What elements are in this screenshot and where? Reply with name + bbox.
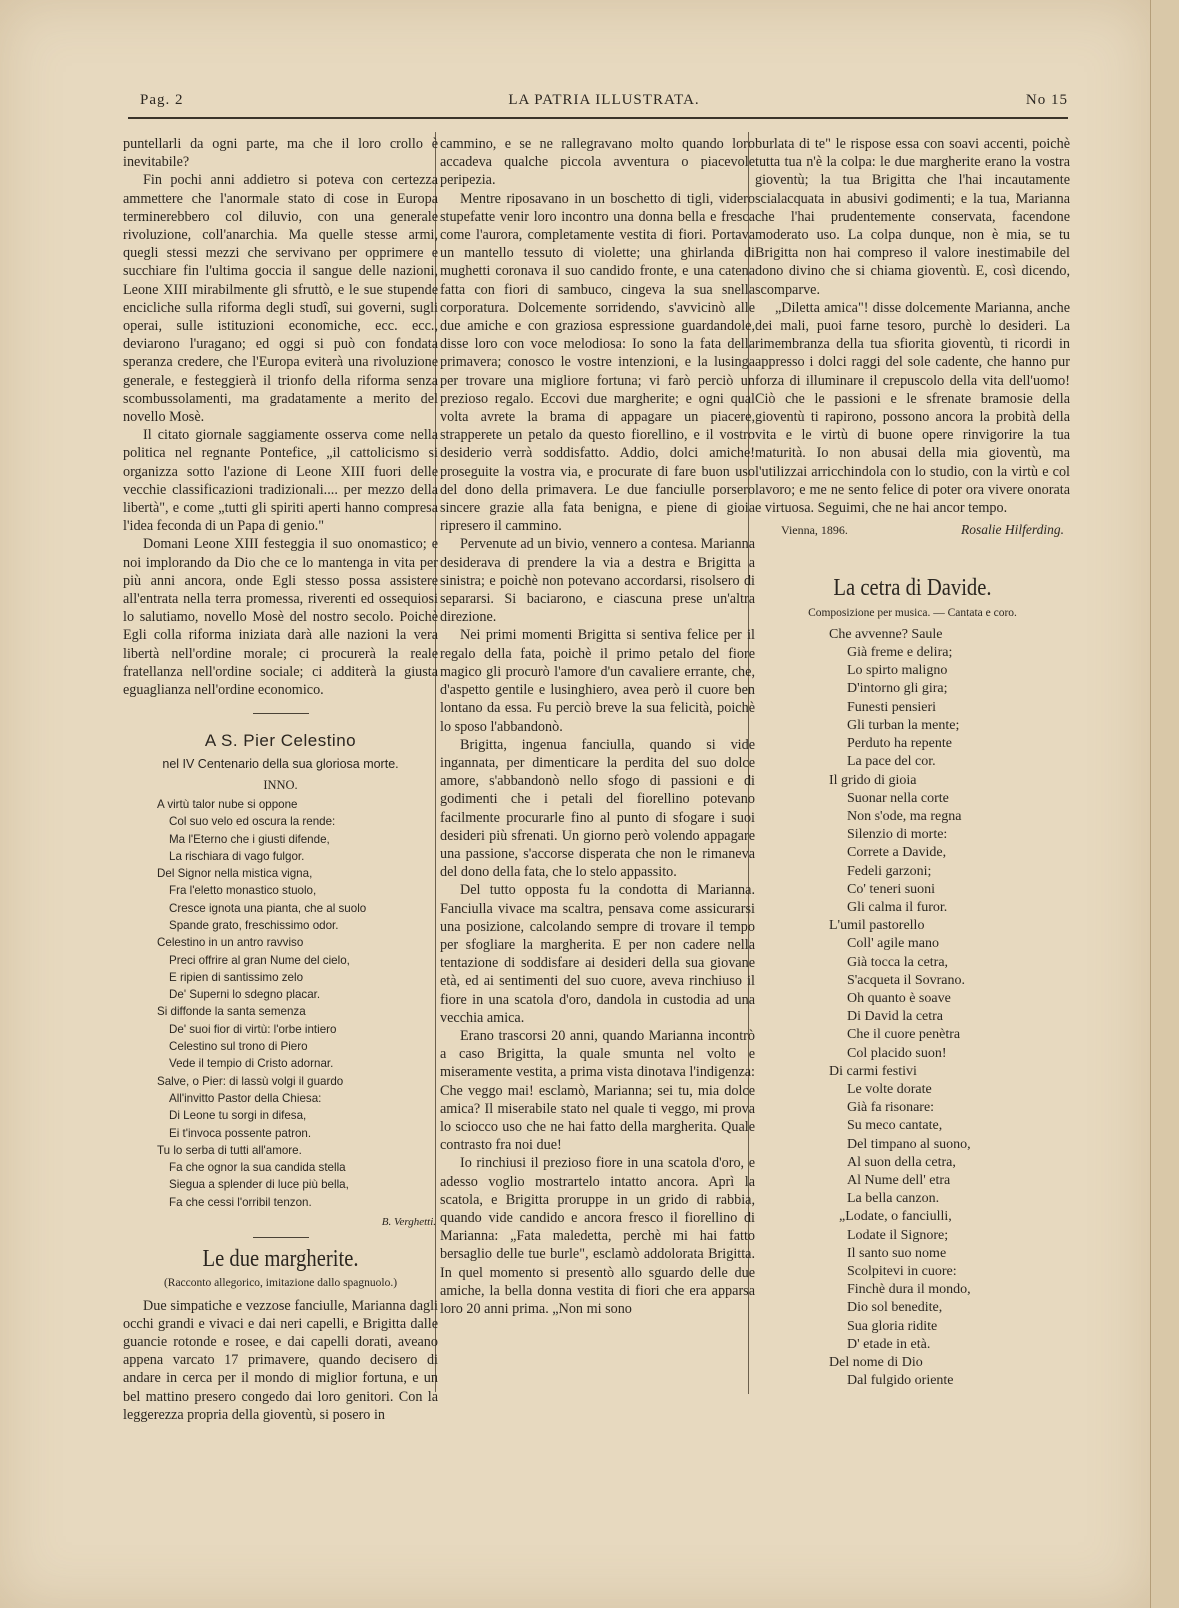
poem-line: D' etade in età.	[847, 1336, 931, 1352]
section-divider	[253, 1237, 309, 1238]
place-date: Vienna, 1896.	[781, 523, 848, 538]
paragraph: puntellarli da ogni parte, ma che il loro crollo è inevitabile?	[123, 136, 438, 171]
column-1	[123, 135, 438, 1424]
poem-line: Finchè dura il mondo,	[847, 1282, 971, 1298]
paragraph: Il citato giornale saggiamente osserva come nella politica nel regnante Pontefice, „il cattolicismo si organizza sotto l'azione di Leone XIII fuori delle vecchie classificazioni tradizionali.... per mezzo della libertà", e come „tutti gli spiriti aperti hanno compresa l'idea feconda di un Papa di genio."	[123, 427, 438, 535]
poem-line: Fa che cessi l'orribil tenzon.	[169, 1195, 312, 1209]
poem-line: Non s'ode, ma regna	[847, 808, 962, 824]
paragraph: Del tutto opposta fu la condotta di Marianna. Fanciulla vivace ma scaltra, pensava come assicurarsi una posizione, calcolando sempre di trovare il tempo per sfogliare la margherita. E per non cadere nella tentazione di soddisfare ai desideri della sua giovane età, ed ai sentimenti del suo cuore, aveva rinchiuso il fiore in una scatola d'oro, dandola in custodia ad una vecchia amica.	[440, 882, 755, 1026]
poem-line: Vede il tempio di Cristo adornar.	[169, 1057, 334, 1071]
poem-cetra-di-davide	[755, 626, 1070, 1391]
poem-line: Fra l'eletto monastico stuolo,	[169, 884, 317, 898]
poem-line: Gli turban la mente;	[847, 717, 960, 733]
poem-line: Celestino in un antro ravviso	[157, 936, 304, 950]
poem-line: Preci offrire al gran Nume del cielo,	[169, 953, 350, 967]
poem-line: Col suo velo ed oscura la rende:	[169, 815, 336, 829]
paragraph: Brigitta, ingenua fanciulla, quando si vide ingannata, per dimenticare la perdita del suo dolce amore, s'abbandonò nello sfogo di passioni e di godimenti che i petali del fiorellino potevano facilmente procurarle fino al punto di sfogare i suoi desideri più sfrenati. Un giorno però volendo appagare una passione, s'accorse disperata che non le rimaneva del dono della fata, che lo stelo appassito.	[440, 736, 755, 881]
poem-line: Già freme e delira;	[847, 645, 953, 661]
paragraph: Nei primi momenti Brigitta si sentiva felice per il regalo della fata, poichè il primo petalo del fiore magico gli procurò l'amore d'un cavaliere errante, che, d'aspetto gentile e lusinghiero, avea però il cuore ben lontano da essa. Fu perciò breve la sua felicità, poichè lo sposo l'abbandonò.	[440, 627, 755, 735]
poem-line: Del Signor nella mistica vigna,	[157, 867, 313, 881]
poem-line: Silenzio di morte:	[847, 827, 948, 843]
paragraph: Pervenute ad un bivio, vennero a contesa. Marianna desiderava di prendere la via a destra e Brigitta a sinistra; e poichè non potevano accordarsi, risolsero di separarsi. Si baciarono, e ciascuna prese un'altra direzione.	[440, 536, 755, 626]
poem-line: La bella canzon.	[847, 1191, 940, 1207]
poem-line: Il grido di gioia	[829, 772, 917, 788]
paragraph: Fin pochi anni addietro si poteva con certezza ammettere che l'anormale stato di cose in Europa terminerebbero col diluvio, con una generale rivoluzione, coll'anarchia. Ma quelle stesse armi, quegli stessi mezzi che servivano per opprimere e succhiare fin l'ultima goccia il sangue delle nazioni, Leone XIII mirabilmente gli sfruttò, e le sue stupende encicliche sulla riforma degli studî, sui governi, sugli operai, sulle istituzioni economiche, ecc. ecc., deviarono l'uragano; ed oggi si può con fondata speranza credere, che l'Europa eviterà una rivoluzione generale, e festeggierà il trionfo della riforma senza scombussolamenti, ma gradatamente a merito del novello Mosè.	[123, 172, 438, 426]
poem-line: Sua gloria ridite	[847, 1318, 938, 1334]
poem-line: Fa che ognor la sua candida stella	[169, 1161, 346, 1175]
poem-subtitle: Composizione per musica. — Cantata e coro.	[808, 606, 1017, 619]
poem-line: Si diffonde la santa semenza	[157, 1005, 306, 1019]
story-signature	[755, 521, 1070, 539]
paragraph: Domani Leone XIII festeggia il suo onomastico; e noi implorando da Dio che ce lo mantenga in vita per più anni ancora, onde Egli stesso possa assistere all'entrata nella terra promessa, riverenti ed ossequiosi lo salutiamo, novello Mosè del nostro secolo. Poichè Egli colla riforma iniziata darà alle nazioni la vera libertà nell'ordine morale; ci procurerà la reale fratellanza nell'ordine sociale; ci additerà la giusta eguaglianza nell'ordine economico.	[123, 536, 438, 699]
poem-title: A S. Pier Celestino	[204, 731, 357, 751]
paragraph: Due simpatiche e vezzose fanciulle, Marianna dagli occhi grandi e vivaci e dai neri capelli, e Brigitta dalle guancie rotonde e rosee, e dai capelli dorati, aveano appena varcato 17 primavere, quando decisero di andare in cerca per il mondo di miglior fortuna, e un bel mattino presero congedo dai loro genitori. Con la leggerezza propria della gioventù, si posero in	[123, 1297, 438, 1423]
poem-line: Col placido suon!	[847, 1045, 947, 1061]
paragraph: Io rinchiusi il prezioso fiore in una scatola d'oro, e adesso voglio mostrartelo intatto ancora. Aprì la scatola, e Brigitta proruppe in un grido di rabbia, quando vide candido e ancora fresco il fiorellino di Marianna: „Fata maledetta, perchè mi hai fatto bersaglio delle tue burle", esclamò addolorata Brigitta. In quel momento si presentò allo sguardo delle due amiche, la bella donna vestita di fiori che era apparsa loro 20 anni prima. „Non mi sono	[440, 1155, 755, 1317]
paragraph: Erano trascorsi 20 anni, quando Marianna incontrò a caso Brigitta, la quale smunta nel volto e miseramente vestita, a prima vista dinotava l'indigenza: Che veggo mai! esclamò, Marianna; sei tu, mia dolce amica? Il miserabile stato nel quale ti veggo, mi prova lo sciocco uso che ne hai fatto della margherita. Quale contrasto fra noi due!	[440, 1027, 755, 1154]
poem-line: „Lodate, o fanciulli,	[839, 1209, 952, 1225]
column-2	[440, 135, 755, 1318]
poem-line: All'invitto Pastor della Chiesa:	[169, 1091, 322, 1105]
poem-line: Dal fulgido oriente	[847, 1373, 954, 1389]
poem-line: Correte a Davide,	[847, 845, 947, 861]
poem-line: Le volte dorate	[847, 1081, 932, 1097]
poem-line: Del nome di Dio	[829, 1355, 923, 1370]
story-author: Rosalie Hilferding.	[961, 522, 1064, 538]
poem-line: Coll' agile mano	[847, 936, 939, 952]
issue-number: No 15	[1025, 92, 1068, 108]
poem-line: Il santo suo nome	[847, 1245, 947, 1261]
poem-line: La rischiara di vago fulgor.	[169, 849, 305, 863]
poem-line: Siegua a splender di luce più bella,	[169, 1178, 349, 1192]
poem-line: Di Leone tu sorgi in difesa,	[169, 1109, 307, 1123]
poem-line: Gli calma il furor.	[847, 899, 948, 915]
paragraph: cammino, e se ne rallegravano molto quando loro accadeva qualche piccola avventura o piacevole peripezia.	[440, 136, 755, 189]
poem-line: Di David la cetra	[847, 1009, 944, 1025]
column-3	[755, 135, 1070, 1390]
poem-line: Lo spirto maligno	[847, 663, 948, 679]
poem-line: Cresce ignota una pianta, che al suolo	[169, 901, 367, 915]
poem-line: Al Nume dell' etra	[847, 1172, 951, 1188]
poem-line: La pace del cor.	[847, 754, 936, 770]
poem-line: Del timpano al suono,	[847, 1136, 971, 1152]
poem-line: Ei t'invoca possente patron.	[169, 1126, 312, 1140]
poem-line: L'umil pastorello	[829, 918, 925, 934]
poem-line: A virtù talor nube si oppone	[157, 797, 298, 811]
page-number: Pag. 2	[140, 92, 184, 108]
poem-line: E ripien di santissimo zelo	[169, 970, 304, 984]
poem-line: De' Superni lo sdegno placar.	[169, 988, 321, 1002]
header-rule	[128, 117, 1068, 119]
story-title: Le due margherite.	[202, 1246, 359, 1273]
page-edge	[1150, 0, 1179, 1608]
poem-line: D'intorno gli gira;	[847, 681, 948, 697]
poem-line: Co' teneri suoni	[847, 881, 936, 897]
paragraph: „Diletta amica"! disse dolcemente Marianna, anche dei mali, puoi farne tesoro, purchè lo desideri. La rimembranza della tua sfiorita gioventù, ti ricordi in appresso i dolci raggi del sole cadente, che hanno pur forza di illuminare il crepuscolo della vita dell'uomo! Ciò che le passioni e le sfrenate bramosie della gioventù ti rapirono, possono ancora la probità della vita e le virtù di buone opere rinvigorire la tua maturità. Io non abusai della mia gioventù, ma l'utilizzai arricchindola con lo studio, con la virtù e col lavoro; e me ne sento felice di poter ora vivere onorata e virtuosa. Seguimi, che ne hai ancor tempo.	[755, 299, 1070, 517]
poem-kind: INNO.	[263, 777, 298, 792]
poem-line: Su meco cantate,	[847, 1118, 943, 1134]
poem-line: Già tocca la cetra,	[847, 954, 949, 970]
poem-line: Ma l'Eterno che i giusti difende,	[169, 832, 330, 846]
poem-line: Funesti pensieri	[847, 699, 937, 715]
poem-line: Spande grato, freschissimo odor.	[169, 918, 339, 932]
section-divider	[253, 713, 309, 714]
poem-line: Perduto ha repente	[847, 736, 952, 752]
poem-subtitle: nel IV Centenario della sua gloriosa morte.	[162, 756, 399, 771]
poem-pier-celestino	[123, 796, 438, 1211]
paragraph: burlata di te" le rispose essa con soavi accenti, poichè tutta tua n'è la colpa: le due margherite erano la vostra gioventù; la tua Brigitta che l'hai incautamente scialacquata in abusivi godimenti; e la tua, Marianna che l'hai prudentemente conservata, facendone moderato uso. La colpa dunque, non è mia, se tu Brigitta non hai compreso il valore inestimabile del dono divino che si chiama gioventù. E, così dicendo, scomparve.	[755, 136, 1070, 298]
poem-line: Oh quanto è soave	[847, 990, 951, 1006]
poem-line: Fedeli garzoni;	[847, 863, 932, 879]
poem-line: Che il cuore penètra	[847, 1027, 961, 1043]
newspaper-title: LA PATRIA ILLUSTRATA.	[508, 92, 700, 108]
poem-line: Lodate il Signore;	[847, 1227, 949, 1243]
poem-line: Dio sol benedite,	[847, 1300, 943, 1316]
poem-line: Di carmi festivi	[829, 1063, 917, 1079]
story-subtitle: (Racconto allegorico, imitazione dallo spagnuolo.)	[163, 1277, 398, 1290]
poem-line: Al suon della cetra,	[847, 1154, 956, 1170]
poem-line: Già fa risonare:	[847, 1100, 935, 1116]
poem-author: B. Verghetti.	[381, 1216, 436, 1229]
poem-line: Che avvenne? Saule	[829, 626, 943, 642]
page-header	[140, 92, 1068, 114]
poem-line: De' suoi fior di virtù: l'orbe intiero	[169, 1022, 337, 1036]
poem-line: Salve, o Pier: di lassù volgi il guardo	[157, 1074, 344, 1088]
paragraph: Mentre riposavano in un boschetto di tigli, videro stupefatte venir loro incontro una donna bella e fresca come l'aurora, completamente vestita di fiori. Portava un mantello tessuto di violette; una ghirlanda di mughetti coronava il suo candido fronte, e una catena fatta con fiori di sambuco, cingeva la sua snella corporatura. Dolcemente sorridendo, s'avvicinò alle due amiche e con graziosa espressione guardandole, disse loro con voce melodiosa: Io sono la fata della primavera; conosco le vostre intenzioni, e la lusinga per trovare una migliore fortuna; vi farò perciò un prezioso regalo. Eccovi due margherite; e ogni qual volta avrete la brama di appagare un piacere, strapperete un petalo da questo fiorellino, e il vostro desiderio verrà soddisfatto. Addio, dolci amiche! proseguite la vostra via, e procurate di fare buon uso del dono della primavera. Le due fanciulle porsero sincere grazie alla fata benigna, e piene di gioia ripresero il cammino.	[440, 190, 755, 535]
poem-line: Scolpitevi in cuore:	[847, 1263, 957, 1279]
poem-line: Tu lo serba di tutti all'amore.	[157, 1143, 302, 1157]
poem-line: Suonar nella corte	[847, 790, 949, 806]
poem-title: La cetra di Davide.	[833, 575, 992, 602]
poem-line: Celestino sul trono di Piero	[169, 1040, 308, 1054]
poem-line: S'acqueta il Sovrano.	[847, 972, 965, 988]
